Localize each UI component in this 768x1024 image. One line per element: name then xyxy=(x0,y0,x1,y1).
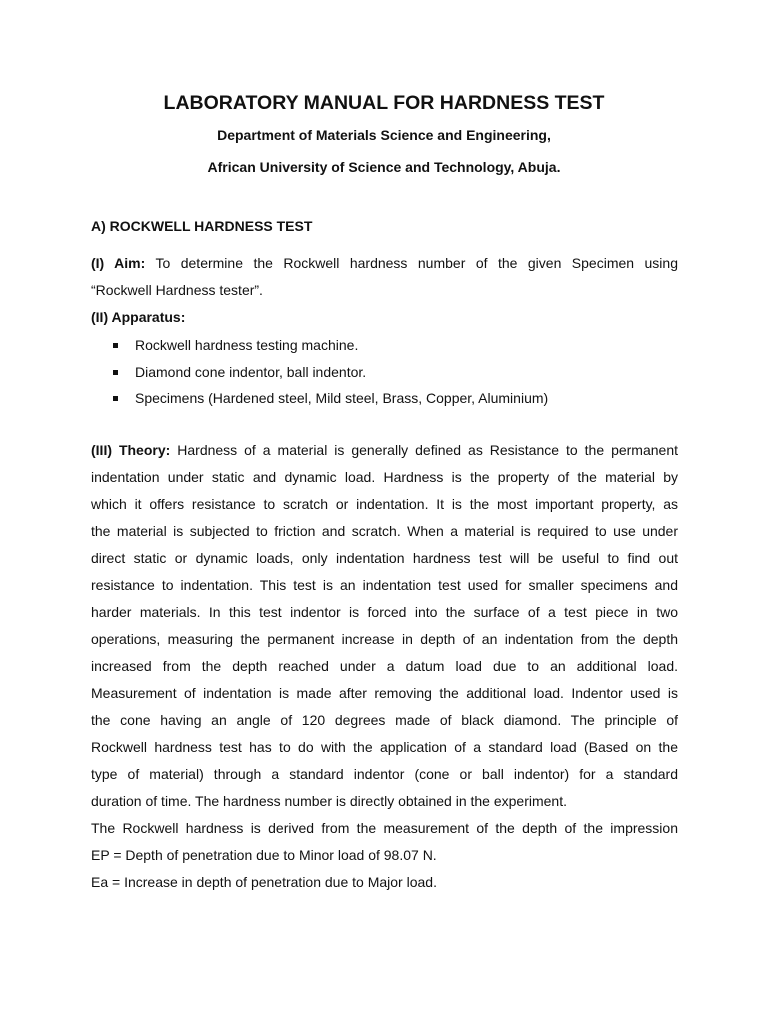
apparatus-item-1: Rockwell hardness testing machine. xyxy=(135,337,359,353)
theory-line-17: Ea = Increase in depth of penetration due to Major load. xyxy=(91,874,437,890)
department-name: Department of Materials Science and Engineering, xyxy=(217,127,551,143)
list-item xyxy=(91,332,548,359)
university-name: African University of Science and Technology, Abuja. xyxy=(207,159,561,175)
theory-line-13: type of material) through a standard indentor (cone or ball indentor) for a standard xyxy=(91,766,678,782)
aim-text-1: To determine the Rockwell hardness number of the given Specimen using xyxy=(155,255,678,271)
theory-line-1 xyxy=(91,437,678,464)
aim-paragraph xyxy=(91,250,678,304)
apparatus-list xyxy=(91,332,548,412)
apparatus-label: (II) Apparatus: xyxy=(91,309,186,325)
theory-paragraph xyxy=(91,437,678,896)
list-item xyxy=(91,385,548,412)
theory-line-8: operations, measuring the permanent increase in depth of an indentation from the depth xyxy=(91,631,678,647)
aim-line-2: “Rockwell Hardness tester”. xyxy=(91,282,263,298)
theory-line-10: Measurement of indentation is made after removing the additional load. Indentor used is xyxy=(91,685,678,701)
theory-line-16: EP = Depth of penetration due to Minor load of 98.07 N. xyxy=(91,847,437,863)
square-bullet-icon xyxy=(113,396,118,401)
theory-line-15: The Rockwell hardness is derived from the measurement of the depth of the impression xyxy=(91,820,678,836)
theory-line-2: indentation under static and dynamic load. Hardness is the property of the material by xyxy=(91,469,678,485)
aim-label: (I) Aim: xyxy=(91,255,146,271)
apparatus-item-3: Specimens (Hardened steel, Mild steel, Brass, Copper, Aluminium) xyxy=(135,390,549,406)
theory-line-11: the cone having an angle of 120 degrees made of black diamond. The principle of xyxy=(91,712,678,728)
theory-line-9: increased from the depth reached under a datum load due to an additional load. xyxy=(91,658,678,674)
theory-line-3: which it offers resistance to scratch or indentation. It is the most important property, as xyxy=(91,496,678,512)
apparatus-item-2: Diamond cone indentor, ball indentor. xyxy=(135,363,367,380)
theory-line-6: resistance to indentation. This test is an indentation test used for smaller specimens and xyxy=(91,577,678,593)
document-title: LABORATORY MANUAL FOR HARDNESS TEST xyxy=(163,92,605,114)
theory-line-5: direct static or dynamic loads, only indentation hardness test will be useful to find out xyxy=(91,550,678,566)
square-bullet-icon xyxy=(113,370,118,375)
aim-line-1 xyxy=(91,250,678,277)
square-bullet-icon xyxy=(113,343,118,348)
theory-text-1: Hardness of a material is generally defined as Resistance to the permanent xyxy=(177,442,678,458)
theory-line-14: duration of time. The hardness number is directly obtained in the experiment. xyxy=(91,793,567,809)
section-heading: A) ROCKWELL HARDNESS TEST xyxy=(91,218,313,234)
theory-line-7: harder materials. In this test indentor is forced into the surface of a test piece in two xyxy=(91,604,678,620)
theory-line-12: Rockwell hardness test has to do with the application of a standard load (Based on the xyxy=(91,739,678,755)
list-item xyxy=(91,359,548,386)
theory-label: (III) Theory: xyxy=(91,442,171,458)
theory-line-4: the material is subjected to friction and scratch. When a material is required to use under xyxy=(91,523,678,539)
